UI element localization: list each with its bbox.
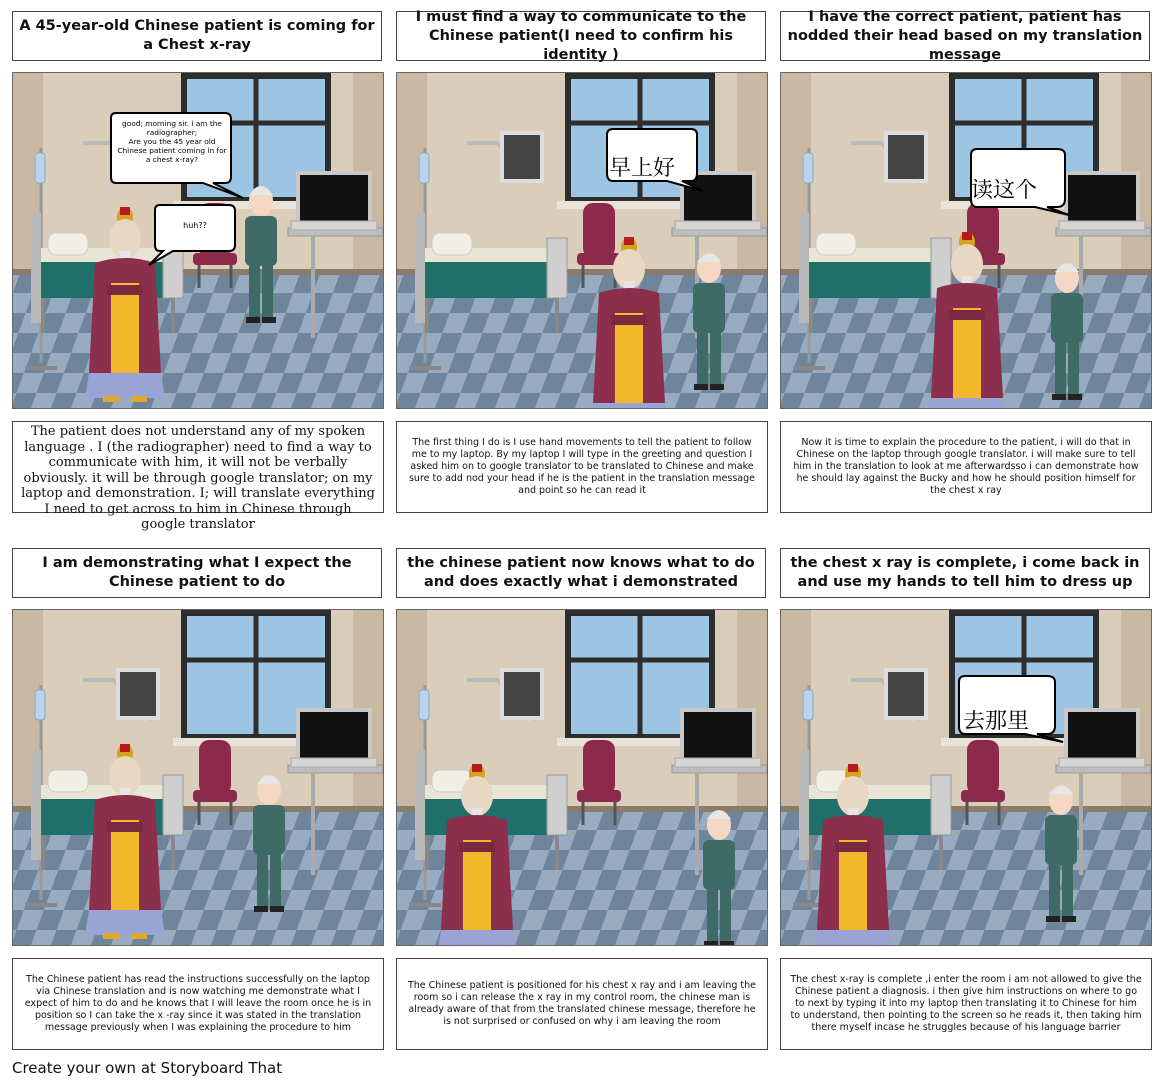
speech-bubble-main: 去那里 [959, 676, 1063, 742]
panel-scene [780, 72, 1152, 409]
panel-scene [12, 609, 384, 946]
speech-bubble-main: 读这个 [971, 149, 1069, 215]
panel-scene [396, 609, 768, 946]
speech-bubble-main: 早上好 [607, 129, 703, 191]
panel-scene [780, 609, 1152, 946]
panel-description: The patient does not understand any of my spoken language . I (the radiographer) need to find a way to communicate with him, it will not be verbally obviously. it will be through google translator; on my laptop and demonstration. I; will translate everything I need to get across to him in Chinese through google translator [12, 421, 384, 513]
panel-description: Now it is time to explain the procedure to the patient, i will do that in Chinese on the laptop through google translator. i will make sure to tell him in the translation to look at me afterwardsso i can demonstrate how he should lay against the Bucky and how he should position himself for the chest x ray [780, 421, 1152, 513]
panel-scene [12, 72, 384, 409]
panel-title: the chinese patient now knows what to do and does exactly what i demonstrated [396, 548, 766, 598]
panel-title: the chest x ray is complete, i come back in and use my hands to tell him to dress up [780, 548, 1150, 598]
panel-title: I must find a way to communicate to the Chinese patient(I need to confirm his identity ) [396, 11, 766, 61]
storyboard-footer-link[interactable]: Create your own at Storyboard That [12, 1059, 283, 1077]
panel-description: The Chinese patient is positioned for his chest x ray and i am leaving the room so i can release the x ray in my control room, the chinese man is already aware of that from the translated chinese message, therefore he is not surprised or confused on why i am leaving the room [396, 958, 768, 1050]
panel-description: The first thing I do is I use hand movements to tell the patient to follow me to my laptop. By my laptop I will type in the greeting and question I asked him on to google translator to be translated to Chinese and make sure to add nod your head if he is the patient in the translation message and point so he can read it [396, 421, 768, 513]
panel-title: A 45-year-old Chinese patient is coming for a Chest x-ray [12, 11, 382, 61]
speech-bubble-main: good; morning sir. i am the radiographer; Are you the 45 year old Chinese patient coming in for a chest x-ray? [111, 113, 243, 198]
panel-scene [396, 72, 768, 409]
panel-title: I am demonstrating what I expect the Chinese patient to do [12, 548, 382, 598]
speech-bubble-reply: huh?? [149, 205, 235, 265]
panel-title: I have the correct patient, patient has nodded their head based on my translation message [780, 11, 1150, 61]
panel-description: The chest x-ray is complete ,i enter the room i am not allowed to give the Chinese patient a diagnosis. i then give him instructions on where to go to next by typing it into my laptop then translating it to Chinese for him to understand, then pointing to the screen so he reads it, then taking him there myself incase he struggles because of his language barrier [780, 958, 1152, 1050]
panel-description: The Chinese patient has read the instructions successfully on the laptop via Chinese translation and is now watching me demonstrate what I expect of him to do and he knows that I will leave the room once he is in position so I can take the x -ray since it was stated in the translation message previously when I was explaining the procedure to him [12, 958, 384, 1050]
